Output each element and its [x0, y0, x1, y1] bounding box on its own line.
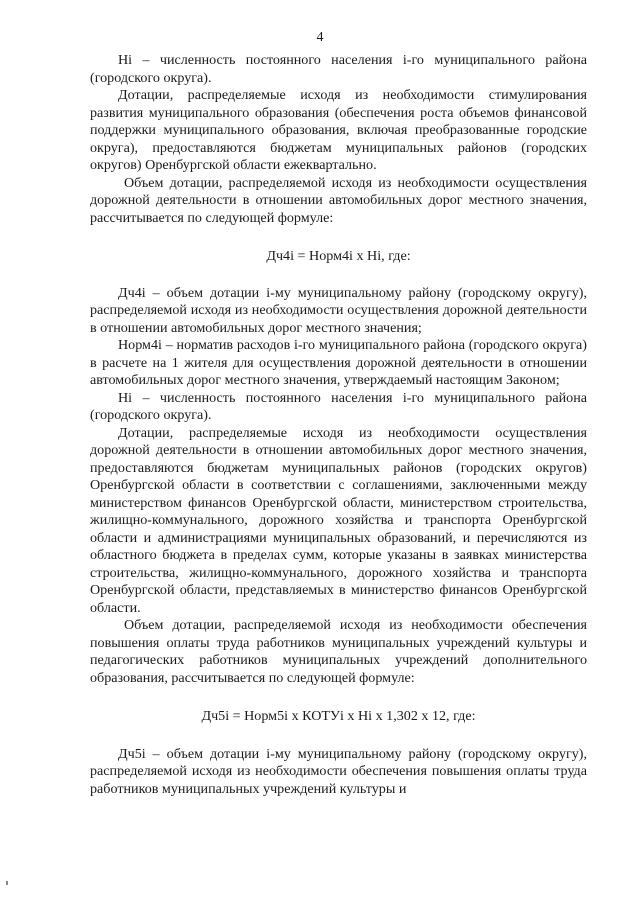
document-body	[90, 52, 587, 798]
page-number: 4	[316, 30, 324, 45]
paragraph: Норм4i – норматив расходов i-го муниципального района (городского округа) в расчете на 1 жителя для осуществления дорожной деятельности в отношении автомобильных дорог местного значения, утверждаемый настоящим Законом;	[90, 337, 587, 388]
paragraph: Объем дотации, распределяемой исходя из необходимости обеспечения повышения оплаты труда работников муниципальных учреждений культуры и педагогических работников муниципальных учреждений дополнительного образования, рассчитывается по следующей формуле:	[90, 617, 587, 686]
paragraph: Дотации, распределяемые исходя из необходимости осуществления дорожной деятельности в отношении автомобильных дорог местного значения, предоставляются бюджетам муниципальных районов (городских округов) Оренбургской области в соответствии с соглашениями, заключенными между министерством финансов Оренбургской области, министерством строительства, жилищно-коммунального, дорожного хозяйства и транспорта Оренбургской области и администрациями муниципальных образований, и перечисляются из областного бюджета в пределах сумм, которые указаны в заявках министерства строительства, жилищно-коммунального, дорожного хозяйства и транспорта Оренбургской области, представляемых в министерство финансов Оренбургской области.	[90, 424, 587, 616]
scan-speck	[6, 881, 8, 885]
paragraph: Дч4i – объем дотации i-му муниципальному району (городскому округу), распределяемой исходя из необходимости осуществления дорожной деятельности в отношении автомобильных дорог местного значения;	[90, 284, 587, 336]
paragraph: Нi – численность постоянного населения i-го муниципального района (городского округа).	[90, 389, 587, 423]
paragraph: Нi – численность постоянного населения i-го муниципального района (городского округа).	[90, 52, 587, 86]
formula: Дч5i = Норм5i x КОТУi x Нi x 1,302 x 12, где:	[201, 708, 476, 724]
formula: Дч4i = Норм4i x Нi, где:	[266, 248, 411, 264]
paragraph: Объем дотации, распределяемой исходя из необходимости осуществления дорожной деятельности в отношении автомобильных дорог местного значения, рассчитывается по следующей формуле:	[90, 174, 587, 226]
paragraph: Дч5i – объем дотации i-му муниципальному району (городскому округу), распределяемой исходя из необходимости обеспечения повышения оплаты труда работников муниципальных учреждений культуры и	[90, 745, 587, 797]
paragraph: Дотации, распределяемые исходя из необходимости стимулирования развития муниципального образования (обеспечения роста объемов финансовой поддержки муниципального образования, включая преобразованные городские округа), предоставляются бюджетам муниципальных районов (городских округов) Оренбургской области ежеквартально.	[90, 87, 587, 173]
